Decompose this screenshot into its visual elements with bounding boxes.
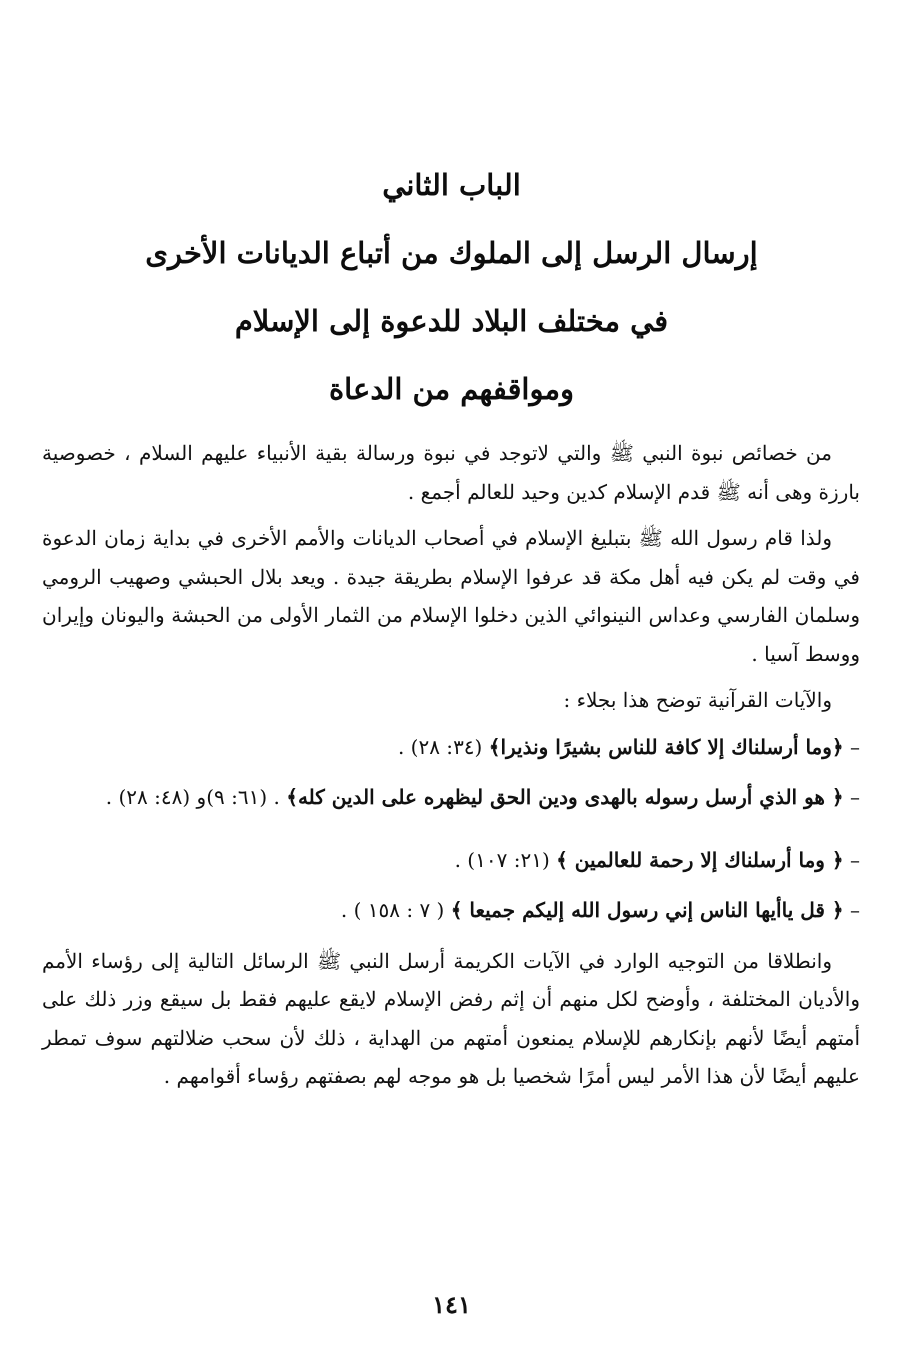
verse-item [42, 841, 860, 880]
verse-text: ﴿ قل ياأيها الناس إني رسول الله إليكم جميعا ﴾ [450, 898, 844, 922]
verse-reference: (٢١: ١٠٧) . [454, 847, 557, 872]
paragraph-intro: من خصائص نبوة النبي ﷺ والتي لاتوجد في نبوة ورسالة بقية الأنبياء عليهم السلام ، خصوصية بارزة وهى أنه ﷺ قدم الإسلام كدين وحيد للعالم أجمع . [42, 441, 860, 504]
verse-item [42, 728, 860, 767]
verse-text: ﴿ وما أرسلناك إلا رحمة للعالمين ﴾ [556, 847, 844, 872]
chapter-subtitle-line-2: في مختلف البلاد للدعوة إلى الإسلام [234, 304, 669, 338]
verse-reference: . (٦١: ٩)و (٤٨: ٢٨) . [105, 785, 287, 809]
verse-item [42, 891, 860, 930]
verse-text: ﴿ هو الذي أرسل رسوله بالهدى ودين الحق ليظهره على الدين كله﴾ [286, 785, 844, 809]
verse-text: ﴿وما أرسلناك إلا كافة للناس بشيرًا ونذيرا﴾ [488, 734, 844, 759]
paragraph-verses-lead: والآيات القرآنية توضح هذا بجلاء : [563, 688, 832, 712]
page-number: ١٤١ [432, 1290, 471, 1319]
verse-dash: – [843, 785, 860, 809]
body-text [42, 434, 860, 1104]
verse-reference: (٣٤: ٢٨) . [397, 734, 489, 759]
verse-item [42, 778, 860, 817]
paragraph-history: ولذا قام رسول الله ﷺ بتبليغ الإسلام في أصحاب الديانات والأمم الأخرى في بداية زمان الدعوة في وقت لم يكن فيه أهل مكة قد عرفوا الإسلام بطريقة جيدة . ويعد بلال الحبشي وصهيب الرومي وسلمان الفارسي وعداس النينوائي الذين دخلوا الإسلام من الثمار الأولى من الحبشة واليونان وإيران ووسط آسيا . [42, 526, 860, 666]
chapter-subtitle-line-1: إرسال الرسل إلى الملوك من أتباع الديانات الأخرى [145, 236, 758, 270]
paragraph-letters: وانطلاقا من التوجيه الوارد في الآيات الكريمة أرسل النبي ﷺ الرسائل التالية إلى رؤساء الأمم والأديان المختلفة ، وأوضح لكل منهم أن إثم رفض الإسلام لايقع عليهم فقط بل سيقع وزر ذلك على أمتهم أيضًا لأنهم بإنكارهم للإسلام يمنعون أمتهم من الهداية ، ذلك لأن سحب ضلالتهم سوف تمطر عليهم أيضًا لأن هذا الأمر ليس أمرًا شخصيا بل هو موجه لهم بصفتهم رؤساء أقوامهم . [42, 948, 861, 1088]
chapter-title: الباب الثاني [382, 168, 521, 202]
verse-dash: – [843, 734, 860, 759]
verse-reference: ( ٧ : ١٥٨ ) . [340, 898, 451, 922]
verse-dash: – [843, 898, 860, 922]
chapter-header [0, 168, 903, 440]
verse-dash: – [843, 847, 860, 872]
chapter-subtitle-line-3: ومواقفهم من الدعاة [328, 372, 575, 406]
